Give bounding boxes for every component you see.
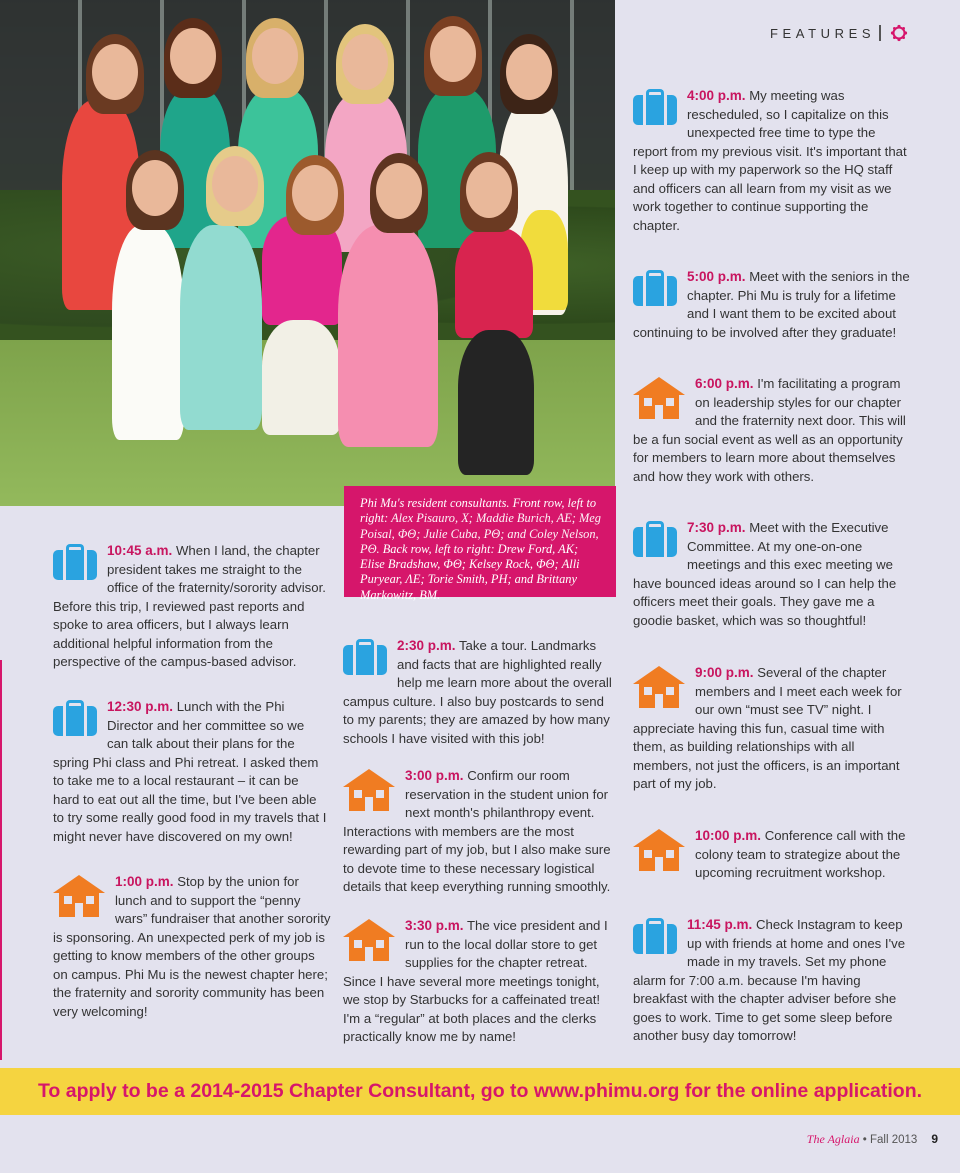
briefcase-icon: [53, 700, 97, 736]
schedule-entry: [633, 87, 911, 235]
entry-text: When I land, the chapter president takes me straight to the office of the fraternity/sorority advisor. Before this trip, I reviewed past reports and spoke to area officers, but I always learn additional helpful information from the perspective of the campus-based advisor.: [53, 543, 326, 669]
flower-icon: [890, 24, 908, 42]
entry-text: The vice president and I run to the local dollar store to get supplies for the chapter retreat. Since I have several more meetings tonight, we stop by Starbucks for a caffeinated treat! I'm a “regular” at both places and the clerks practically know me by name!: [343, 918, 608, 1044]
house-icon: [53, 875, 105, 917]
entry-text: Confirm our room reservation in the student union for next month's philanthropy event. Interactions with members are the most rewarding part of my job, but I also make sure to devote time to these necessary logistical details that keep everything running smoothly.: [343, 768, 611, 894]
schedule-entry: [53, 873, 333, 1021]
house-icon: [343, 769, 395, 811]
magazine-name: The Aglaia: [806, 1132, 860, 1146]
entry-text: Several of the chapter members and I meet each week for our own “must see TV” night. I appreciate having this fun, casual time with them, as building relationships with all members, not just the officers, is an important part of my job.: [633, 665, 902, 791]
house-icon: [343, 919, 395, 961]
banner-text: To apply to be a 2014-2015 Chapter Consultant, go to www.phimu.org for the online application.: [37, 1080, 923, 1102]
photo-caption: [344, 486, 616, 602]
entry-time: 10:45 a.m.: [107, 543, 173, 558]
entry-text: Take a tour. Landmarks and facts that are highlighted really help me learn more about the overall campus culture. I also buy postcards to send to my parents; they are amazed by how many schools I have visited with this job!: [343, 638, 612, 746]
briefcase-icon: [633, 918, 677, 954]
section-header: [770, 26, 875, 41]
entry-text: Check Instagram to keep up with friends at home and ones I've made in my travels. Set my phone alarm for 7:00 a.m. because I'm having breakfast with the chapter adviser before she goes to work. Time to get some sleep before another busy day tomorrow!: [633, 917, 906, 1043]
page-footer: [807, 1132, 938, 1147]
caption-lead: Phi Mu's resident consultants. Front row, left to right:: [360, 496, 597, 526]
schedule-entry: [633, 827, 911, 883]
caption-back-row: Drew Ford, AK; Elise Bradshaw, ΦΘ; Kelsey Rock, ΦΘ; Alli Puryear, ΛE; Torie Smith, PH; and Brittany Markowitz, BM.: [360, 541, 580, 602]
entry-text: Meet with the seniors in the chapter. Phi Mu is truly for a lifetime and I want them to be excited about continuing to be involved after they graduate!: [633, 269, 910, 340]
entry-time: 12:30 p.m.: [107, 699, 174, 714]
house-icon: [633, 377, 685, 419]
entry-time: 5:00 p.m.: [687, 269, 746, 284]
section-label: FEATURES: [770, 26, 876, 41]
house-icon: [633, 666, 685, 708]
caption-back-label: Back row, left to right:: [379, 541, 495, 556]
briefcase-icon: [343, 639, 387, 675]
schedule-entry: [343, 637, 618, 748]
schedule-entry: [633, 519, 911, 630]
schedule-entry: [633, 664, 911, 794]
entry-time: 2:30 p.m.: [397, 638, 456, 653]
entry-time: 11:45 p.m.: [687, 917, 753, 932]
entry-text: Meet with the Executive Committee. At my one-on-one meetings and this exec meeting we have bounced ideas around so I can help the officers meet their goals. They gave me a goodie basket, which was so thoughtful!: [633, 520, 897, 628]
entry-time: 3:30 p.m.: [405, 918, 464, 933]
schedule-entry: [53, 542, 328, 672]
entry-text: Conference call with the colony team to strategize about the upcoming recruitment workshop.: [695, 828, 906, 880]
apply-banner: [0, 1068, 960, 1115]
page-number: 9: [931, 1132, 938, 1146]
caption-front-row: Alex Pisauro, X; Maddie Burich, AE; Meg Poisal, ΦΘ; Julie Cuba, PΘ; and Coley Nelson, PΘ.: [360, 511, 602, 556]
house-icon: [633, 829, 685, 871]
schedule-entry: [633, 375, 911, 486]
entry-time: 9:00 p.m.: [695, 665, 754, 680]
entry-text: My meeting was rescheduled, so I capitalize on this unexpected free time to type the report from my previous visit. It's important that I keep up with my paperwork so the HQ staff and officers can all learn from my visit as we work together to continue supporting the chapter.: [633, 88, 907, 233]
briefcase-icon: [633, 521, 677, 557]
group-photo: [0, 0, 615, 506]
briefcase-icon: [633, 270, 677, 306]
schedule-entry: [343, 767, 618, 897]
issue-label: • Fall 2013: [859, 1134, 918, 1146]
schedule-entry: [633, 916, 911, 1046]
entry-time: 10:00 p.m.: [695, 828, 762, 843]
entry-time: 7:30 p.m.: [687, 520, 746, 535]
entry-time: 3:00 p.m.: [405, 768, 464, 783]
briefcase-icon: [633, 89, 677, 125]
schedule-entry: [343, 917, 618, 1047]
entry-text: I'm facilitating a program on leadership styles for our chapter and the fraternity next door. This will be a fun social event as well as an opportunity for members to learn more about themselves and how they work with others.: [633, 376, 906, 484]
entry-time: 1:00 p.m.: [115, 874, 174, 889]
entry-time: 4:00 p.m.: [687, 88, 746, 103]
briefcase-icon: [53, 544, 97, 580]
schedule-entry: [633, 268, 911, 342]
schedule-entry: [53, 698, 328, 846]
entry-text: Stop by the union for lunch and to support the “penny wars” fundraiser that another sorority is sponsoring. An unexpected perk of my job is getting to know members of the other groups on campus. Phi Mu is the newest chapter here; the fraternity and sorority community has been very welcoming!: [53, 874, 331, 1019]
entry-text: Lunch with the Phi Director and her committee so we can talk about their plans for the spring Phi class and Phi retreat. I asked them to take me to a local restaurant – it can be hard to eat out all the time, but I've been able to try some really good food in my travels that I might never have discovered on my own!: [53, 699, 327, 844]
entry-time: 6:00 p.m.: [695, 376, 754, 391]
